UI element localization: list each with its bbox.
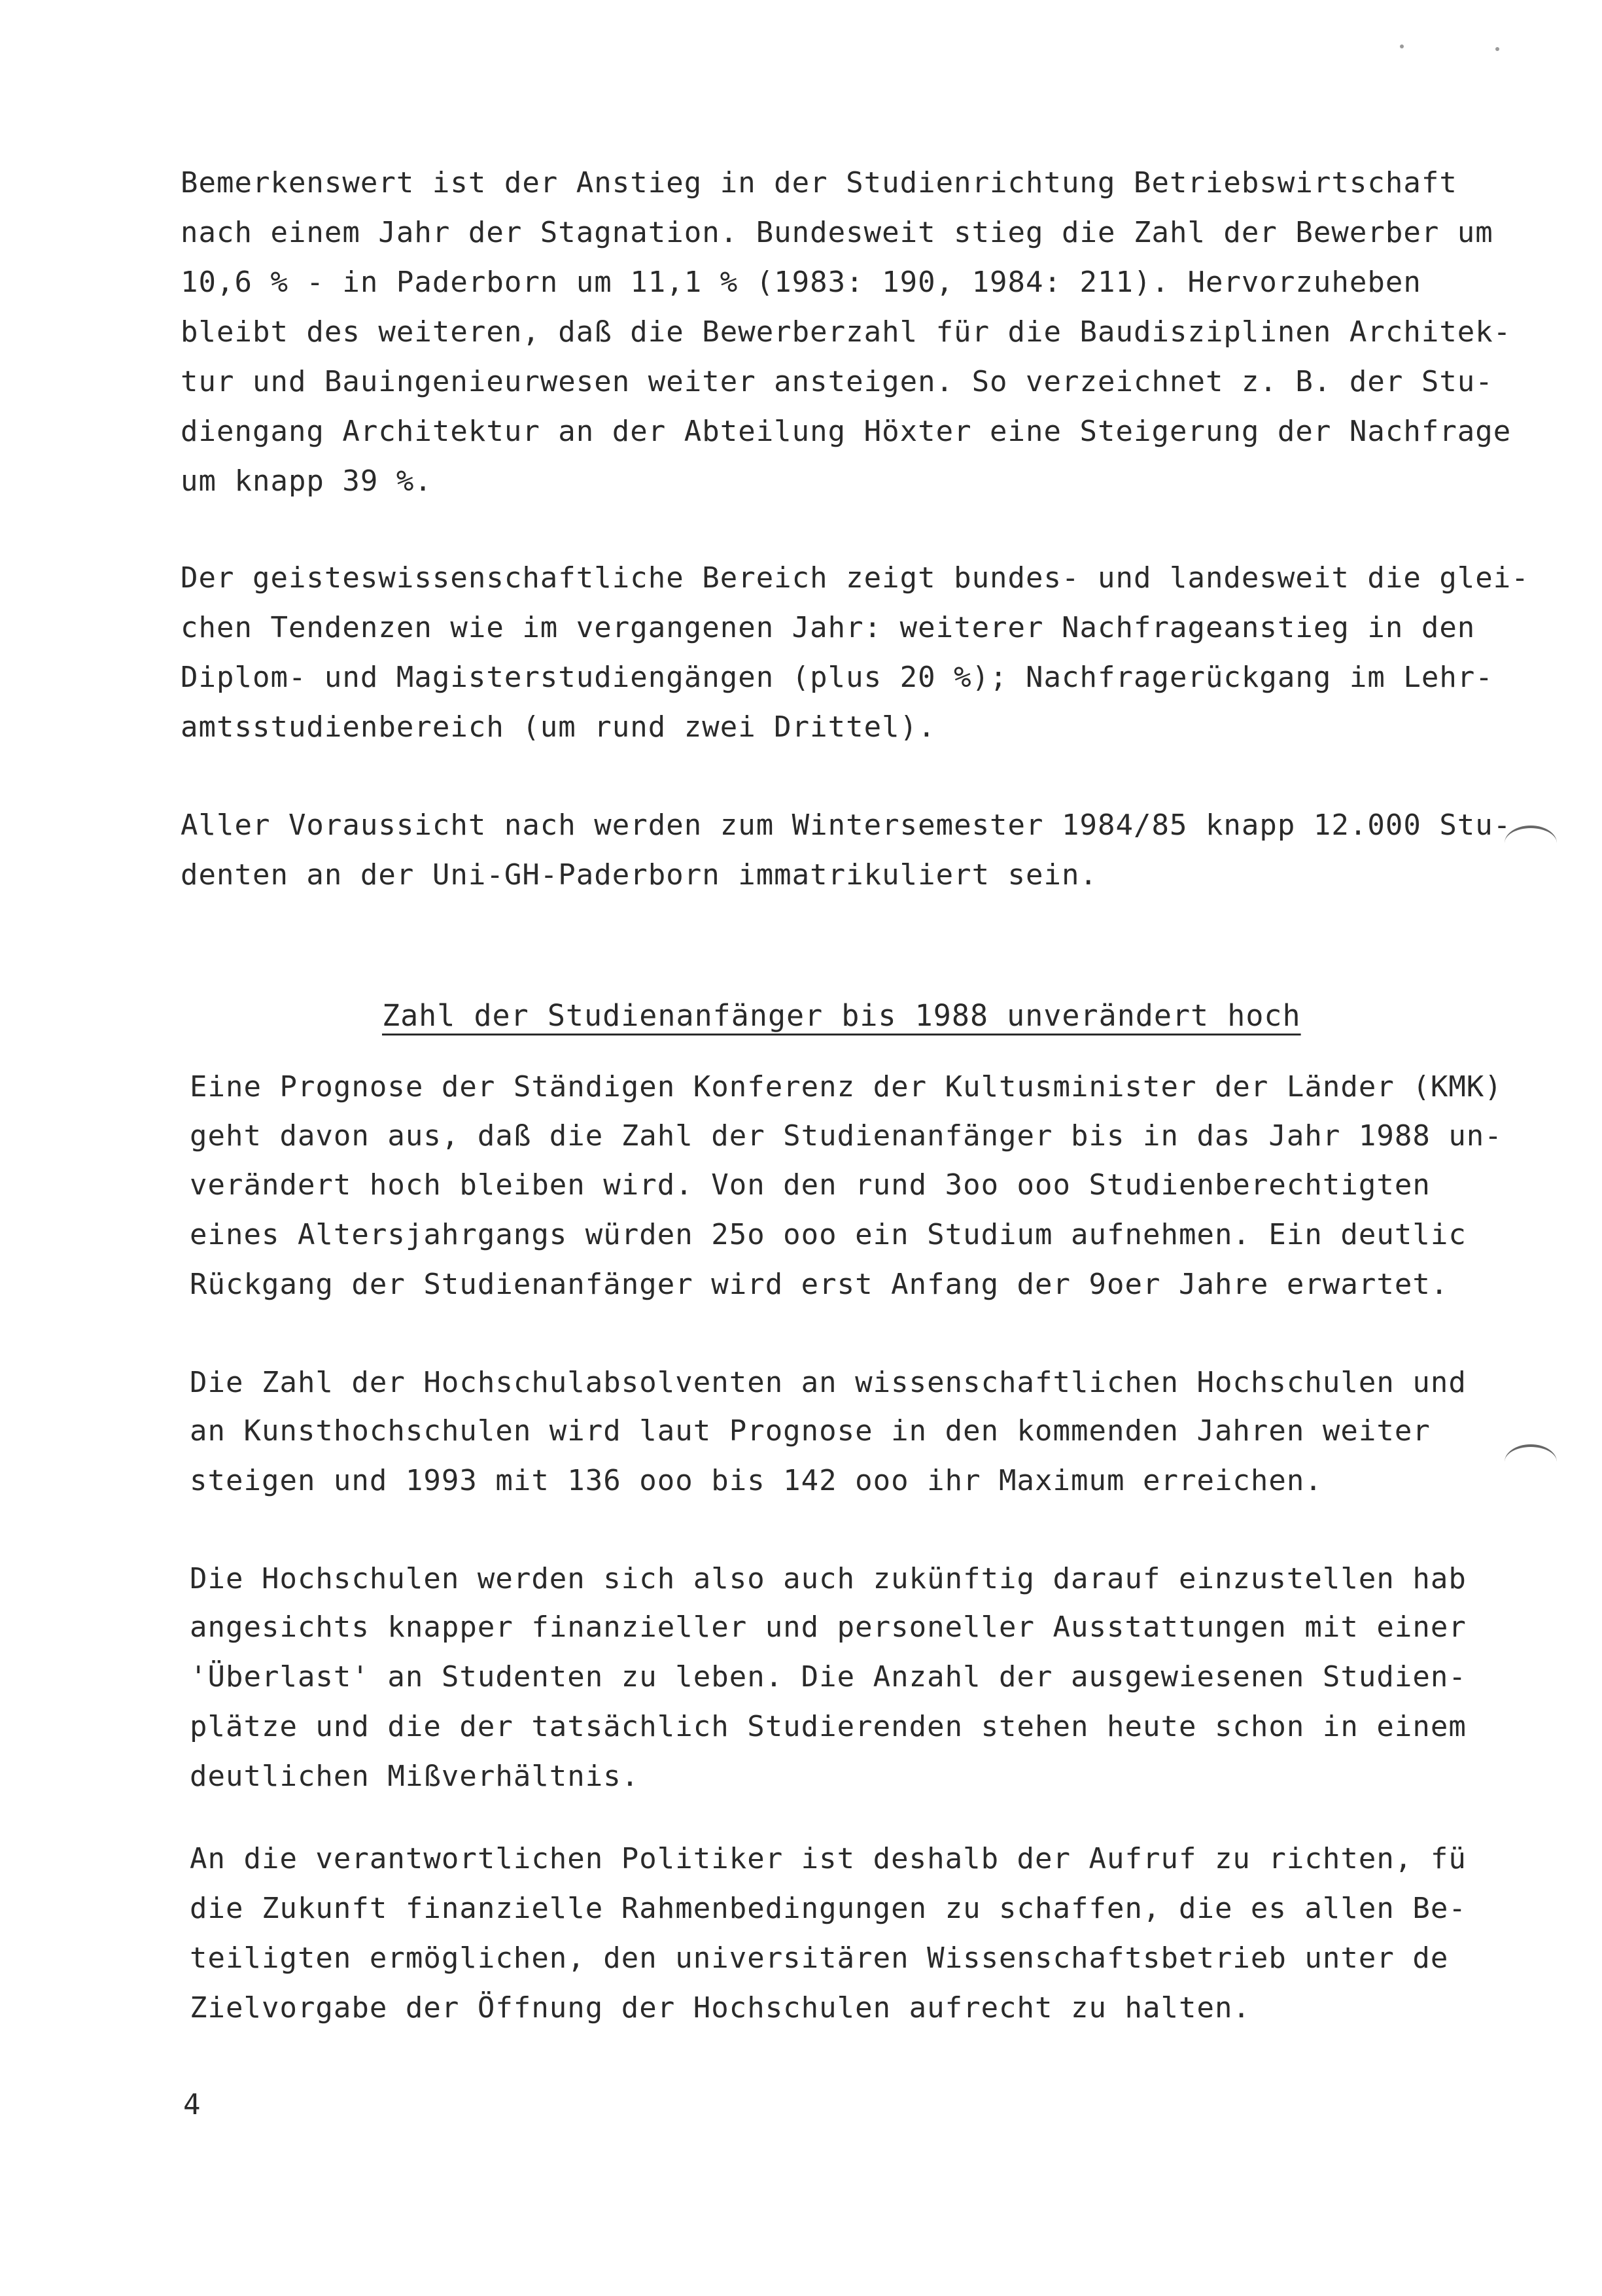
text-line: amtsstudienbereich (um rund zwei Drittel).	[181, 710, 936, 744]
text-line: an Kunsthochschulen wird laut Prognose in den kommenden Jahren weiter	[190, 1414, 1431, 1448]
text-line: Diplom- und Magisterstudiengängen (plus 20 %); Nachfragerückgang im Lehr-	[181, 661, 1493, 694]
text-line: plätze und die der tatsächlich Studierenden stehen heute schon in einem	[190, 1710, 1467, 1743]
text-line: Rückgang der Studienanfänger wird erst Anfang der 9oer Jahre erwartet.	[190, 1268, 1449, 1301]
text-line: bleibt des weiteren, daß die Bewerberzahl für die Baudisziplinen Architek-	[181, 315, 1512, 349]
text-line: eines Altersjahrgangs würden 25o ooo ein Studium aufnehmen. Ein deutlic	[190, 1218, 1467, 1251]
text-line: teiligten ermöglichen, den universitären Wissenschaftsbetrieb unter de	[190, 1941, 1449, 1975]
text-line: angesichts knapper finanzieller und personeller Ausstattungen mit einer	[190, 1610, 1467, 1644]
text-line: nach einem Jahr der Stagnation. Bundesweit stieg die Zahl der Bewerber um	[181, 216, 1493, 249]
scan-speck	[1495, 47, 1499, 51]
text-line: 10,6 % - in Paderborn um 11,1 % (1983: 190, 1984: 211). Hervorzuheben	[181, 266, 1421, 299]
text-line: denten an der Uni-GH-Paderborn immatrikuliert sein.	[181, 858, 1098, 892]
text-line: steigen und 1993 mit 136 ooo bis 142 ooo ihr Maximum erreichen.	[190, 1464, 1323, 1497]
section-heading: Zahl der Studienanfänger bis 1988 unverändert hoch	[382, 998, 1301, 1033]
text-line: An die verantwortlichen Politiker ist deshalb der Aufruf zu richten, fü	[190, 1842, 1467, 1875]
text-line: Der geisteswissenschaftliche Bereich zeigt bundes- und landesweit die glei-	[181, 561, 1529, 595]
text-line: 'Überlast' an Studenten zu leben. Die Anzahl der ausgewiesenen Studien-	[190, 1660, 1467, 1694]
text-line: deutlichen Mißverhältnis.	[190, 1760, 640, 1793]
text-line: Die Zahl der Hochschulabsolventen an wissenschaftlichen Hochschulen und	[190, 1366, 1467, 1399]
text-line: chen Tendenzen wie im vergangenen Jahr: weiterer Nachfrageanstieg in den	[181, 611, 1476, 644]
text-line: Zielvorgabe der Öffnung der Hochschulen aufrecht zu halten.	[190, 1991, 1251, 2025]
text-line: um knapp 39 %.	[181, 464, 432, 498]
punch-hole-mark	[1505, 1444, 1557, 1480]
scan-speck	[1400, 44, 1404, 48]
text-line: Eine Prognose der Ständigen Konferenz der Kultusminister der Länder (KMK)	[190, 1070, 1503, 1104]
text-line: verändert hoch bleiben wird. Von den rund 3oo ooo Studienberechtigten	[190, 1168, 1431, 1202]
text-line: diengang Architektur an der Abteilung Höxter eine Steigerung der Nachfrage	[181, 415, 1512, 448]
text-line: Aller Voraussicht nach werden zum Wintersemester 1984/85 knapp 12.000 Stu-	[181, 809, 1512, 842]
text-line: die Zukunft finanzielle Rahmenbedingungen zu schaffen, die es allen Be-	[190, 1892, 1467, 1925]
text-line: tur und Bauingenieurwesen weiter ansteigen. So verzeichnet z. B. der Stu-	[181, 365, 1493, 398]
text-line: Die Hochschulen werden sich also auch zukünftig darauf einzustellen hab	[190, 1562, 1467, 1595]
text-line: geht davon aus, daß die Zahl der Studienanfänger bis in das Jahr 1988 un-	[190, 1119, 1503, 1153]
page-number: 4	[183, 2088, 201, 2121]
text-line: Bemerkenswert ist der Anstieg in der Studienrichtung Betriebswirtschaft	[181, 166, 1457, 200]
punch-hole-mark	[1505, 826, 1557, 861]
